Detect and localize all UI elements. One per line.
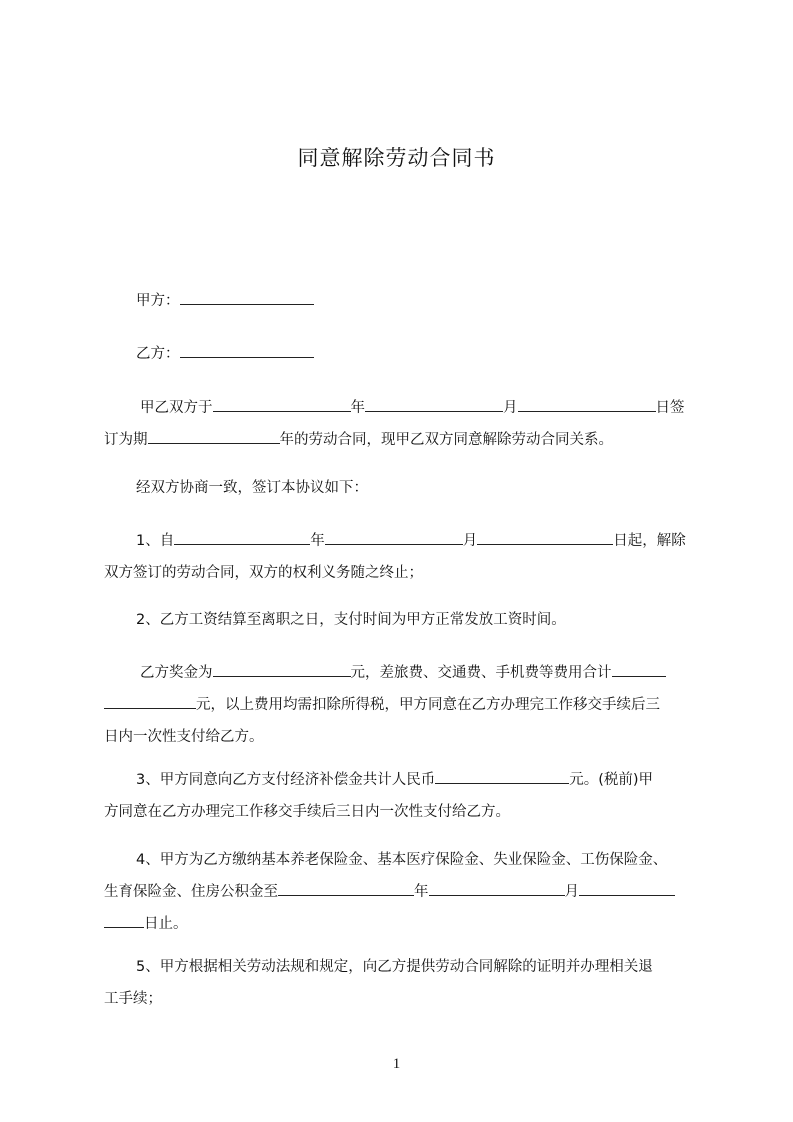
year-label: 年 bbox=[350, 400, 365, 416]
party-a-blank bbox=[180, 287, 314, 305]
party-a-line bbox=[136, 285, 736, 317]
compensation-blank bbox=[435, 766, 569, 784]
bonus-amount-blank bbox=[213, 659, 351, 677]
item-1-day-blank bbox=[477, 527, 613, 545]
item-1-month-blank bbox=[325, 527, 463, 545]
term-blank bbox=[148, 426, 280, 444]
day-sign-label: 日签 bbox=[655, 400, 685, 416]
sign-year-blank bbox=[213, 394, 351, 412]
month-label: 月 bbox=[503, 400, 518, 416]
expense-total-blank bbox=[612, 659, 666, 677]
bonus-mid: 元，差旅费、交通费、手机费等费用合计 bbox=[350, 665, 612, 681]
party-b-line bbox=[136, 338, 736, 370]
item-1-day-text: 日起，解除 bbox=[613, 533, 686, 549]
item-4-end: 日止。 bbox=[144, 916, 188, 932]
item-4-line-2: 生育保险金、住房公积金至 bbox=[104, 884, 278, 900]
item-4-day-blank-cont bbox=[104, 910, 144, 928]
item-2: 2、乙方工资结算至离职之日，支付时间为甲方正常发放工资时间。 bbox=[136, 612, 566, 628]
intro-text: 甲乙双方于 bbox=[140, 400, 213, 416]
bonus-paragraph bbox=[104, 657, 704, 753]
item-3 bbox=[104, 764, 704, 828]
party-b-label: 乙方： bbox=[136, 346, 180, 362]
intro-paragraph bbox=[104, 392, 704, 456]
item-1 bbox=[104, 525, 704, 589]
year-label: 年 bbox=[310, 533, 325, 549]
item-4-month-blank bbox=[429, 878, 565, 896]
item-4 bbox=[104, 844, 704, 940]
intro-tail: 年的劳动合同，现甲乙双方同意解除劳动合同关系。 bbox=[279, 432, 613, 448]
bonus-line-2: 元，以上费用均需扣除所得税，甲方同意在乙方办理完工作移交手续后三 bbox=[196, 697, 660, 713]
agreement-line: 经双方协商一致，签订本协议如下： bbox=[136, 480, 368, 496]
year-label: 年 bbox=[414, 884, 429, 900]
month-label: 月 bbox=[564, 884, 579, 900]
sign-day-blank bbox=[518, 394, 656, 412]
month-label: 月 bbox=[462, 533, 478, 549]
term-label: 订为期 bbox=[104, 432, 148, 448]
party-b-blank bbox=[180, 340, 314, 358]
item-5-line-2: 工手续； bbox=[104, 991, 162, 1007]
item-1-start: 1、自 bbox=[136, 533, 175, 549]
item-4-year-blank bbox=[278, 878, 414, 896]
item-1-year-blank bbox=[174, 527, 310, 545]
bonus-start: 乙方奖金为 bbox=[140, 665, 213, 681]
page-title: 同意解除劳动合同书 bbox=[297, 146, 496, 170]
item-3-end: 元。(税前)甲 bbox=[569, 772, 654, 788]
item-5-line-1: 5、甲方根据相关劳动法规和规定，向乙方提供劳动合同解除的证明并办理相关退 bbox=[136, 959, 653, 975]
item-3-start: 3、甲方同意向乙方支付经济补偿金共计人民币 bbox=[136, 772, 436, 788]
expense-total-blank-cont bbox=[104, 691, 196, 709]
item-3-line-2: 方同意在乙方办理完工作移交手续后三日内一次性支付给乙方。 bbox=[104, 804, 510, 820]
bonus-line-3: 日内一次性支付给乙方。 bbox=[104, 729, 264, 745]
item-4-day-blank bbox=[579, 878, 675, 896]
item-4-line-1: 4、甲方为乙方缴纳基本养老保险金、基本医疗保险金、失业保险金、工伤保险金、 bbox=[136, 852, 668, 868]
party-a-label: 甲方： bbox=[136, 293, 180, 309]
item-5 bbox=[104, 951, 704, 1015]
item-1-line-2: 双方签订的劳动合同，双方的权利义务随之终止； bbox=[104, 565, 423, 581]
page-number: 1 bbox=[392, 1056, 401, 1072]
sign-month-blank bbox=[365, 394, 503, 412]
